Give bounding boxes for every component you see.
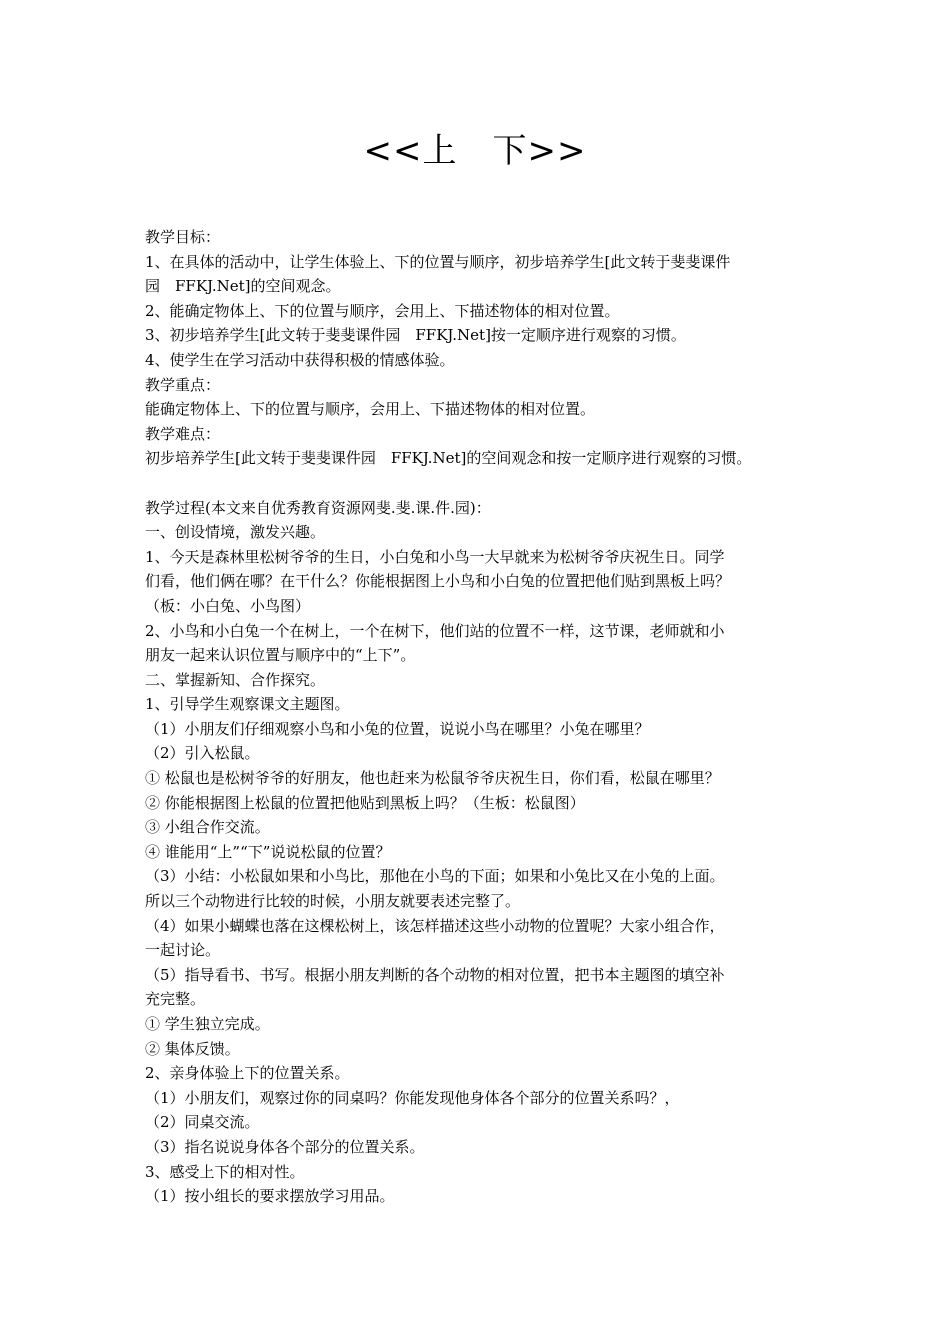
text-line: 3、初步培养学生[此文转于斐斐课件园 FFKJ.Net]按一定顺序进行观察的习惯。 [145,326,686,345]
text-line: （1）小朋友们，观察过你的同桌吗？你能发现他身体各个部分的位置关系吗？， [145,1088,680,1107]
text-line: （1）小朋友们仔细观察小鸟和小兔的位置，说说小鸟在哪里？小兔在哪里？ [145,719,650,738]
text-line: （2）同桌交流。 [145,1113,260,1132]
text-line: （4）如果小蝴蝶也落在这棵松树上，该怎样描述这些小动物的位置呢？大家小组合作， [145,916,725,935]
page-title: <<上 下>> [363,131,587,171]
text-line: 2、小鸟和小白兔一个在树上，一个在树下，他们站的位置不一样，这节课，老师就和小 [145,621,725,640]
text-line: ① 学生独立完成。 [145,1015,270,1033]
blank-line [145,471,820,496]
text-line: （板：小白兔、小鸟图） [145,596,311,615]
text-line: ③ 小组合作交流。 [145,818,270,837]
document-body [145,225,820,1209]
text-line: 1、在具体的活动中，让学生体验上、下的位置与顺序，初步培养学生[此文转于斐斐课件 [145,252,731,271]
text-line: 充完整。 [145,990,206,1009]
text-line: 一、创设情境，激发兴趣。 [145,523,326,542]
text-line: 园 FFKJ.Net]的空间观念。 [145,277,341,296]
text-line: ② 你能根据图上松鼠的位置把他贴到黑板上吗？（生板：松鼠图） [145,793,585,812]
text-line: （1）按小组长的要求摆放学习用品。 [145,1187,395,1206]
text-line: 教学难点： [145,424,221,443]
text-line: ② 集体反馈。 [145,1039,240,1058]
text-line: 二、掌握新知、合作探究。 [145,670,326,689]
text-line: ④ 谁能用“上”“下”说说松鼠的位置？ [145,842,391,861]
text-line: 能确定物体上、下的位置与顺序，会用上、下描述物体的相对位置。 [145,400,596,419]
text-line: 教学重点： [145,375,221,394]
text-line: 所以三个动物进行比较的时候，小朋友就要表述完整了。 [145,892,521,911]
text-line: 教学目标： [145,228,221,246]
text-line: （3）指名说说身体各个部分的位置关系。 [145,1137,425,1156]
text-line: 初步培养学生[此文转于斐斐课件园 FFKJ.Net]的空间观念和按一定顺序进行观察的习惯。 [145,449,752,468]
text-line: （2）引入松鼠。 [145,744,260,763]
text-line: 2、亲身体验上下的位置关系。 [145,1064,350,1083]
text-line: 4、使学生在学习活动中获得积极的情感体验。 [145,350,455,369]
text-line: 2、能确定物体上、下的位置与顺序，会用上、下描述物体的相对位置。 [145,301,620,320]
text-line: 1、引导学生观察课文主题图。 [145,695,350,714]
text-line: 3、感受上下的相对性。 [145,1162,305,1181]
text-line: 朋友一起来认识位置与顺序中的“上下”。 [145,646,416,665]
text-line: （5）指导看书、书写。根据小朋友判断的各个动物的相对位置，把书本主题图的填空补 [145,965,725,984]
text-line: 一起讨论。 [145,941,221,960]
text-line: ① 松鼠也是松树爷爷的好朋友，他也赶来为松鼠爷爷庆祝生日，你们看，松鼠在哪里？ [145,769,720,788]
text-line: （3）小结：小松鼠如果和小鸟比，那他在小鸟的下面；如果和小兔比又在小兔的上面。 [145,867,725,886]
text-line: 1、今天是森林里松树爷爷的生日，小白兔和小鸟一大早就来为松树爷爷庆祝生日。同学 [145,547,725,566]
text-line: 教学过程(本文来自优秀教育资源网斐.斐.课.件.园)： [145,498,491,517]
text-line: 们看，他们俩在哪？在干什么？你能根据图上小鸟和小白兔的位置把他们贴到黑板上吗？ [145,572,731,591]
